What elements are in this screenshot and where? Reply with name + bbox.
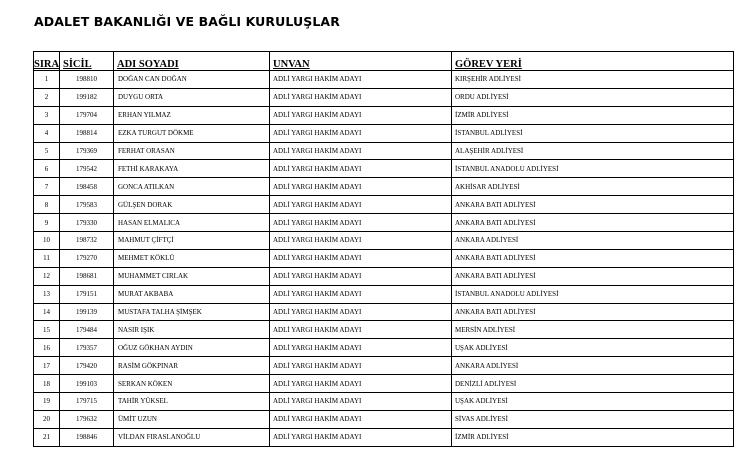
cell-gorev-yeri: ANKARA ADLİYESİ [452, 232, 734, 250]
header-sicil: SİCİL [60, 52, 114, 71]
cell-unvan: ADLİ YARGI HAKİM ADAYI [270, 339, 452, 357]
cell-sicil: 179151 [60, 285, 114, 303]
cell-sicil: 179484 [60, 321, 114, 339]
cell-sicil: 199139 [60, 303, 114, 321]
cell-unvan: ADLİ YARGI HAKİM ADAYI [270, 232, 452, 250]
cell-gorev-yeri: MERSİN ADLİYESİ [452, 321, 734, 339]
cell-adi-soyadi: MURAT AKBABA [114, 285, 270, 303]
cell-adi-soyadi: FERHAT ORASAN [114, 142, 270, 160]
cell-sicil: 179369 [60, 142, 114, 160]
cell-gorev-yeri: İZMİR ADLİYESİ [452, 106, 734, 124]
cell-gorev-yeri: İSTANBUL ANADOLU ADLİYESİ [452, 160, 734, 178]
cell-unvan: ADLİ YARGI HAKİM ADAYI [270, 303, 452, 321]
cell-adi-soyadi: HASAN ELMALICA [114, 214, 270, 232]
personnel-table [33, 51, 734, 447]
cell-unvan: ADLİ YARGI HAKİM ADAYI [270, 285, 452, 303]
cell-unvan: ADLİ YARGI HAKİM ADAYI [270, 124, 452, 142]
table-row [34, 142, 734, 160]
cell-gorev-yeri: UŞAK ADLİYESİ [452, 393, 734, 411]
cell-adi-soyadi: GÜLŞEN DORAK [114, 196, 270, 214]
cell-gorev-yeri: ORDU ADLİYESİ [452, 88, 734, 106]
header-unvan: UNVAN [270, 52, 452, 71]
cell-sira: 19 [34, 393, 60, 411]
cell-sira: 16 [34, 339, 60, 357]
cell-gorev-yeri: İSTANBUL ANADOLU ADLİYESİ [452, 285, 734, 303]
cell-unvan: ADLİ YARGI HAKİM ADAYI [270, 178, 452, 196]
cell-sira: 6 [34, 160, 60, 178]
header-adi-soyadi: ADI SOYADI [114, 52, 270, 71]
cell-sira: 15 [34, 321, 60, 339]
cell-sicil: 198458 [60, 178, 114, 196]
table-row [34, 178, 734, 196]
cell-adi-soyadi: MEHMET KÖKLÜ [114, 249, 270, 267]
table-row [34, 88, 734, 106]
cell-sira: 13 [34, 285, 60, 303]
cell-sicil: 179583 [60, 196, 114, 214]
cell-unvan: ADLİ YARGI HAKİM ADAYI [270, 142, 452, 160]
cell-sicil: 179357 [60, 339, 114, 357]
cell-gorev-yeri: AKHİSAR ADLİYESİ [452, 178, 734, 196]
cell-unvan: ADLİ YARGI HAKİM ADAYI [270, 249, 452, 267]
page-title: ADALET BAKANLIĞI VE BAĞLI KURULUŞLAR [34, 14, 340, 29]
cell-sira: 11 [34, 249, 60, 267]
cell-adi-soyadi: MAHMUT ÇİFTÇİ [114, 232, 270, 250]
cell-unvan: ADLİ YARGI HAKİM ADAYI [270, 196, 452, 214]
cell-sicil: 179420 [60, 357, 114, 375]
table-row [34, 285, 734, 303]
cell-adi-soyadi: EZKA TURGUT DÖKME [114, 124, 270, 142]
table-row [34, 357, 734, 375]
cell-sira: 2 [34, 88, 60, 106]
table-row [34, 196, 734, 214]
cell-sicil: 198732 [60, 232, 114, 250]
cell-sicil: 179715 [60, 393, 114, 411]
cell-adi-soyadi: FETHİ KARAKAYA [114, 160, 270, 178]
table-row [34, 249, 734, 267]
cell-gorev-yeri: ANKARA BATI ADLİYESİ [452, 267, 734, 285]
cell-sicil: 198846 [60, 428, 114, 446]
cell-sira: 20 [34, 410, 60, 428]
table-body [34, 71, 734, 447]
header-gorev-yeri: GÖREV YERİ [452, 52, 734, 71]
cell-sira: 14 [34, 303, 60, 321]
cell-adi-soyadi: NASIR IŞIK [114, 321, 270, 339]
table-row [34, 160, 734, 178]
table-header-row [34, 52, 734, 71]
table-row [34, 71, 734, 89]
cell-gorev-yeri: İZMİR ADLİYESİ [452, 428, 734, 446]
cell-gorev-yeri: DENİZLİ ADLİYESİ [452, 375, 734, 393]
cell-sicil: 179330 [60, 214, 114, 232]
table-row [34, 375, 734, 393]
cell-adi-soyadi: DOĞAN CAN DOĞAN [114, 71, 270, 89]
cell-gorev-yeri: ANKARA BATI ADLİYESİ [452, 249, 734, 267]
cell-adi-soyadi: SERKAN KÖKEN [114, 375, 270, 393]
cell-sicil: 199182 [60, 88, 114, 106]
cell-unvan: ADLİ YARGI HAKİM ADAYI [270, 410, 452, 428]
cell-adi-soyadi: GONCA ATILKAN [114, 178, 270, 196]
cell-adi-soyadi: ERHAN YILMAZ [114, 106, 270, 124]
table-row [34, 214, 734, 232]
table-row [34, 303, 734, 321]
cell-gorev-yeri: ALAŞEHİR ADLİYESİ [452, 142, 734, 160]
table-row [34, 232, 734, 250]
cell-sira: 12 [34, 267, 60, 285]
cell-sira: 10 [34, 232, 60, 250]
cell-sicil: 199103 [60, 375, 114, 393]
cell-sira: 7 [34, 178, 60, 196]
table-row [34, 267, 734, 285]
cell-unvan: ADLİ YARGI HAKİM ADAYI [270, 88, 452, 106]
cell-sicil: 198681 [60, 267, 114, 285]
cell-gorev-yeri: ANKARA BATI ADLİYESİ [452, 214, 734, 232]
cell-unvan: ADLİ YARGI HAKİM ADAYI [270, 71, 452, 89]
table-row [34, 124, 734, 142]
cell-sicil: 179270 [60, 249, 114, 267]
cell-sicil: 179542 [60, 160, 114, 178]
cell-unvan: ADLİ YARGI HAKİM ADAYI [270, 393, 452, 411]
cell-sicil: 179632 [60, 410, 114, 428]
cell-unvan: ADLİ YARGI HAKİM ADAYI [270, 214, 452, 232]
cell-gorev-yeri: İSTANBUL ADLİYESİ [452, 124, 734, 142]
cell-adi-soyadi: RASİM GÖKPINAR [114, 357, 270, 375]
cell-sira: 18 [34, 375, 60, 393]
cell-sira: 4 [34, 124, 60, 142]
cell-adi-soyadi: DUYGU ORTA [114, 88, 270, 106]
cell-unvan: ADLİ YARGI HAKİM ADAYI [270, 357, 452, 375]
cell-unvan: ADLİ YARGI HAKİM ADAYI [270, 321, 452, 339]
cell-adi-soyadi: TAHİR YÜKSEL [114, 393, 270, 411]
table-row [34, 393, 734, 411]
table-row [34, 428, 734, 446]
cell-adi-soyadi: OĞUZ GÖKHAN AYDIN [114, 339, 270, 357]
header-sira: SIRA [34, 52, 60, 71]
cell-unvan: ADLİ YARGI HAKİM ADAYI [270, 267, 452, 285]
cell-unvan: ADLİ YARGI HAKİM ADAYI [270, 428, 452, 446]
cell-sira: 1 [34, 71, 60, 89]
cell-adi-soyadi: ÜMİT UZUN [114, 410, 270, 428]
cell-unvan: ADLİ YARGI HAKİM ADAYI [270, 160, 452, 178]
cell-sicil: 179704 [60, 106, 114, 124]
cell-sira: 17 [34, 357, 60, 375]
cell-unvan: ADLİ YARGI HAKİM ADAYI [270, 106, 452, 124]
cell-sicil: 198810 [60, 71, 114, 89]
cell-gorev-yeri: SİVAS ADLİYESİ [452, 410, 734, 428]
cell-unvan: ADLİ YARGI HAKİM ADAYI [270, 375, 452, 393]
cell-sira: 5 [34, 142, 60, 160]
cell-sira: 9 [34, 214, 60, 232]
cell-sira: 8 [34, 196, 60, 214]
cell-gorev-yeri: ANKARA BATI ADLİYESİ [452, 196, 734, 214]
table-row [34, 410, 734, 428]
cell-sira: 3 [34, 106, 60, 124]
table-row [34, 321, 734, 339]
cell-adi-soyadi: MUHAMMET CIRLAK [114, 267, 270, 285]
cell-gorev-yeri: ANKARA BATI ADLİYESİ [452, 303, 734, 321]
cell-gorev-yeri: UŞAK ADLİYESİ [452, 339, 734, 357]
cell-gorev-yeri: ANKARA ADLİYESİ [452, 357, 734, 375]
table-row [34, 339, 734, 357]
cell-adi-soyadi: MUSTAFA TALHA ŞİMŞEK [114, 303, 270, 321]
table-row [34, 106, 734, 124]
cell-adi-soyadi: VİLDAN FIRASLANOĞLU [114, 428, 270, 446]
cell-sicil: 198814 [60, 124, 114, 142]
cell-gorev-yeri: KIRŞEHİR ADLİYESİ [452, 71, 734, 89]
cell-sira: 21 [34, 428, 60, 446]
